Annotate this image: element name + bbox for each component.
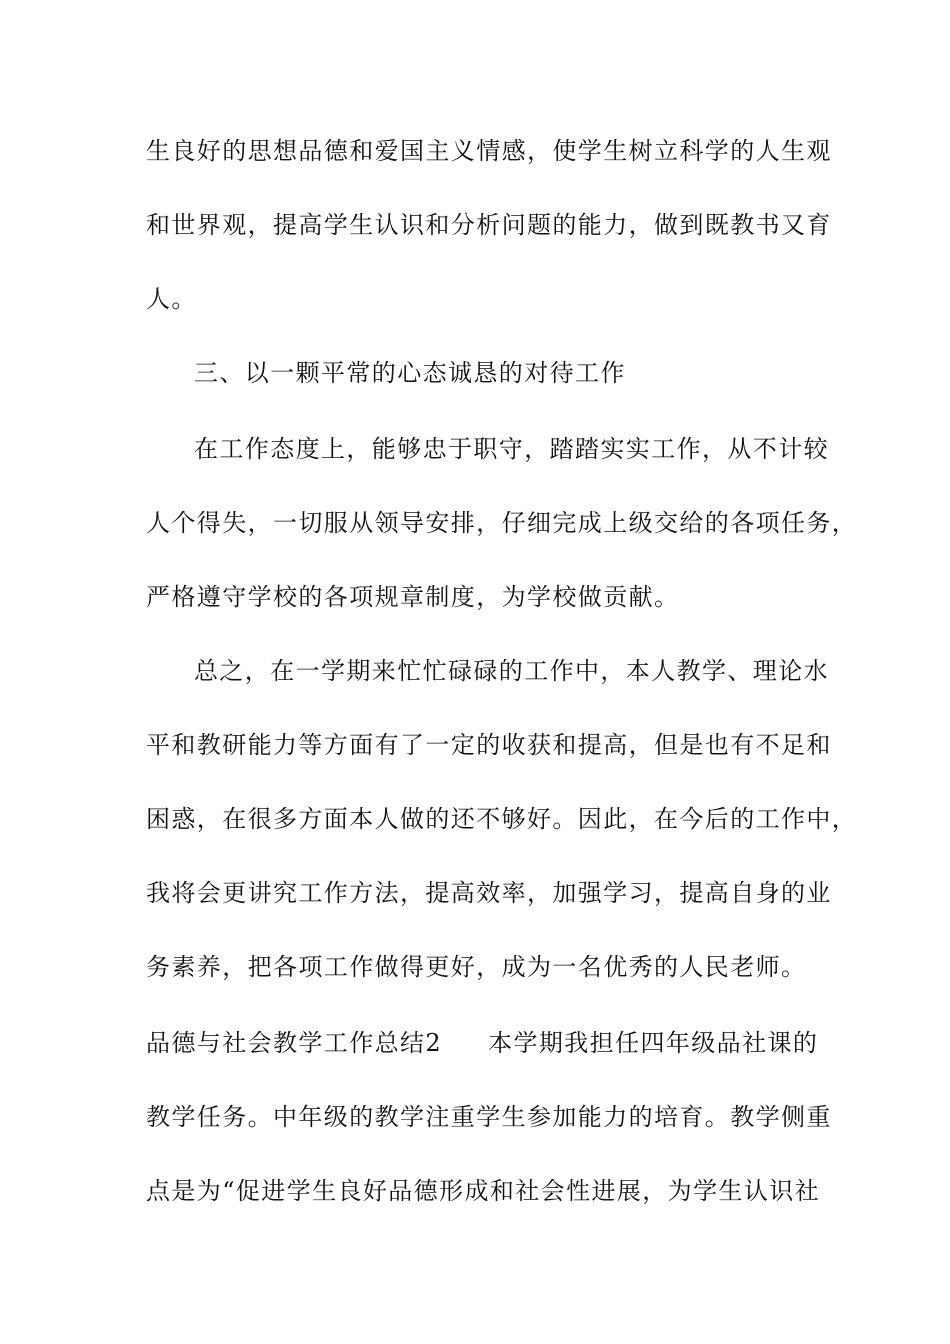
paragraph-line: 在工作态度上，能够忠于职守，踏踏实实工作，从不计较	[194, 435, 829, 463]
paragraph-line: 点是为“促进学生良好品德形成和社会性进展，为学生认识社	[146, 1177, 821, 1205]
paragraph-line: 严格遵守学校的各项规章制度，为学校做贡献。	[146, 583, 680, 611]
section-heading: 三、以一颗平常的心态诚恳的对待工作	[194, 359, 626, 387]
paragraph-line: 人个得失，一切服从领导安排，仔细完成上级交给的各项任务，	[146, 509, 858, 537]
paragraph-line: 和世界观，提高学生认识和分析问题的能力，做到既教书又育	[146, 211, 832, 239]
paragraph-line: 人。	[146, 285, 197, 313]
paragraph-line: 困惑，在很多方面本人做的还不够好。因此，在今后的工作中，	[146, 805, 858, 833]
paragraph-line: 生良好的思想品德和爱国主义情感，使学生树立科学的人生观	[146, 137, 832, 165]
paragraph-line: 平和教研能力等方面有了一定的收获和提高，但是也有不足和	[146, 731, 832, 759]
paragraph-line: 我将会更讲究工作方法，提高效率，加强学习，提高自身的业	[146, 879, 832, 907]
section-title-line	[146, 1028, 819, 1058]
section-title: 品德与社会教学工作总结2	[146, 1029, 443, 1057]
paragraph-line: 总之，在一学期来忙忙碌碌的工作中，本人教学、理论水	[194, 657, 829, 685]
paragraph-line: 务素养，把各项工作做得更好，成为一名优秀的人民老师。	[146, 953, 807, 981]
section-title-continuation: 本学期我担任四年级品社课的	[488, 1029, 819, 1057]
paragraph-line: 教学任务。中年级的教学注重学生参加能力的培育。教学侧重	[146, 1103, 832, 1131]
